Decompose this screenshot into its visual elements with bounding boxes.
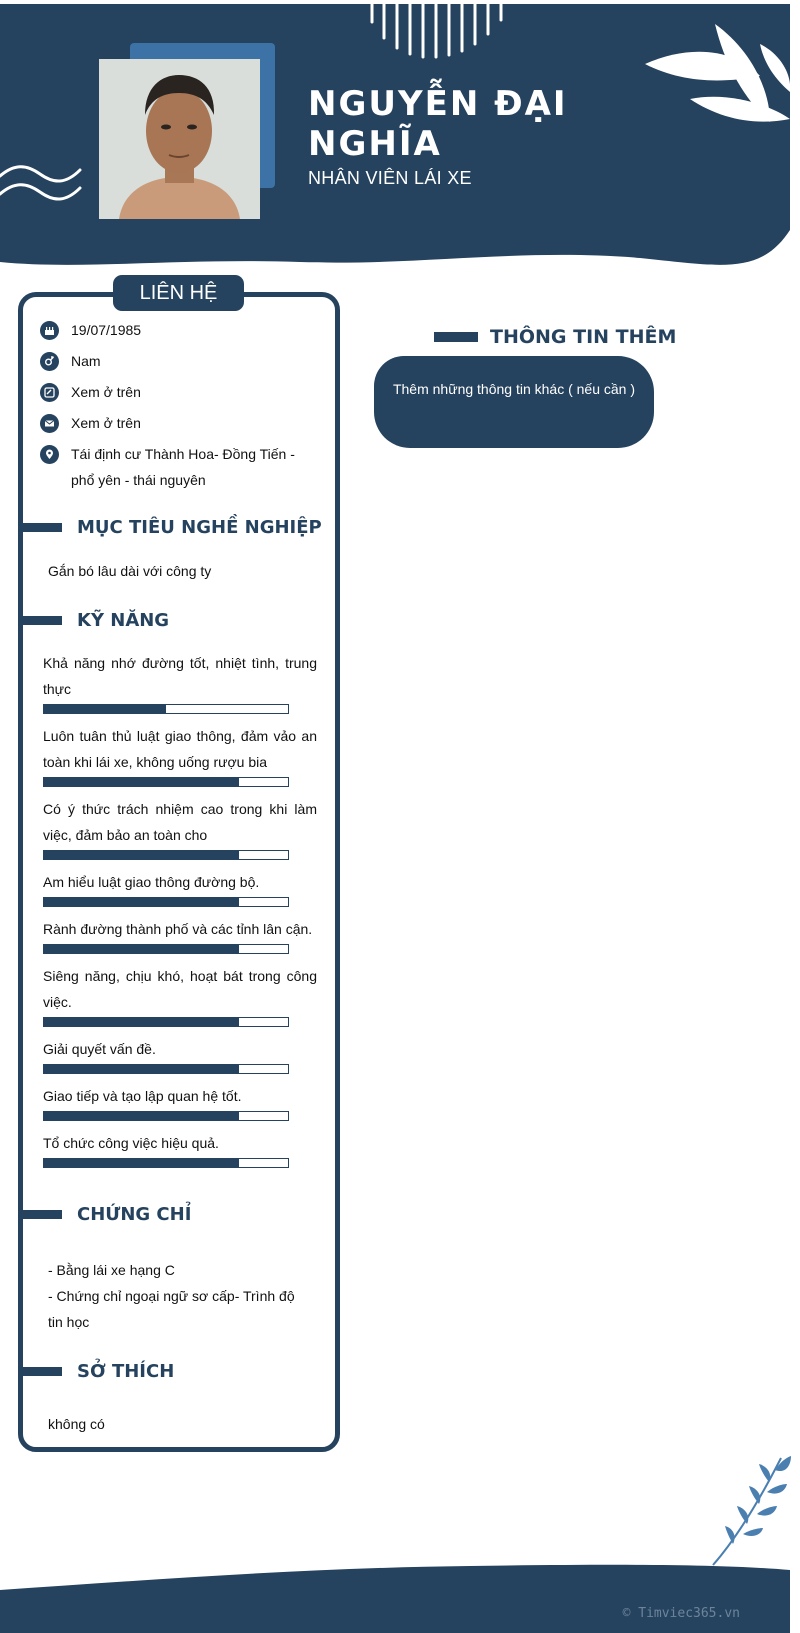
skill-item [43, 650, 317, 714]
skill-level-bar [43, 777, 289, 787]
skill-label: Siêng năng, chịu khó, hoạt bát trong công việc. [43, 968, 317, 1010]
skill-level-bar [43, 897, 289, 907]
skill-label: Giải quyết vấn đề. [43, 1041, 156, 1057]
skill-item [43, 916, 317, 954]
section-bar [434, 332, 478, 342]
location-icon [40, 445, 59, 464]
contact-text: Tái định cư Thành Hoa- Đồng Tiến - phổ yên - thái nguyên [71, 446, 295, 488]
section-heading: SỞ THÍCH [77, 1361, 175, 1382]
contact-text: 19/07/1985 [71, 322, 142, 338]
skill-label: Khả năng nhớ đường tốt, nhiệt tình, trung thực [43, 655, 317, 697]
contact-birthday [40, 321, 301, 343]
section-bar [20, 616, 62, 625]
section-heading: MỤC TIÊU NGHỀ NGHIỆP [77, 517, 322, 538]
skill-label: Có ý thức trách nhiệm cao trong khi làm việc, đảm bảo an toàn cho [43, 801, 317, 843]
certificates-section-title [20, 1204, 191, 1225]
email-icon [40, 414, 59, 433]
footer-band [0, 1560, 790, 1633]
skill-level-fill [44, 705, 166, 713]
contact-text: Xem ở trên [71, 384, 141, 400]
skill-level-fill [44, 1159, 239, 1167]
candidate-name: NGUYỄN ĐẠI NGHĨA [308, 84, 568, 164]
skill-level-fill [44, 1018, 239, 1026]
skill-level-bar [43, 704, 289, 714]
skill-level-fill [44, 898, 239, 906]
contact-text: Xem ở trên [71, 415, 141, 431]
skills-section-title [20, 610, 169, 631]
skill-label: Giao tiếp và tạo lập quan hệ tốt. [43, 1088, 242, 1104]
skill-item [43, 869, 317, 907]
skill-item [43, 963, 317, 1027]
skill-item [43, 723, 317, 787]
skill-level-bar [43, 1111, 289, 1121]
profile-photo [99, 59, 260, 219]
skill-level-bar [43, 1064, 289, 1074]
section-bar [20, 1367, 62, 1376]
section-bar [20, 1210, 62, 1219]
skill-label: Rành đường thành phố và các tỉnh lân cận. [43, 921, 313, 937]
job-title: NHÂN VIÊN LÁI XE [308, 168, 472, 188]
skill-level-fill [44, 778, 239, 786]
certificate-line: - Bằng lái xe hạng C [48, 1262, 175, 1278]
skill-level-fill [44, 1065, 239, 1073]
portrait-illustration [99, 59, 260, 219]
contact-email [40, 414, 301, 436]
skill-level-bar [43, 850, 289, 860]
contact-gender [40, 352, 301, 374]
copyright-text: © Timviec365.vn [622, 1606, 740, 1621]
section-heading: THÔNG TIN THÊM [490, 326, 677, 348]
skill-item [43, 1083, 317, 1121]
section-heading: CHỨNG CHỈ [77, 1204, 192, 1225]
section-heading: KỸ NĂNG [77, 610, 170, 631]
contact-heading: LIÊN HỆ [113, 275, 244, 311]
additional-info-box: Thêm những thông tin khác ( nếu cần ) [374, 356, 654, 448]
certificate-line: - Chứng chỉ ngoại ngữ sơ cấp- Trình độ tin học [48, 1288, 295, 1330]
skill-level-bar [43, 1158, 289, 1168]
hobbies-text: không có [48, 1416, 105, 1432]
skill-level-bar [43, 944, 289, 954]
contact-phone [40, 383, 301, 405]
skill-label: Am hiểu luật giao thông đường bộ. [43, 874, 260, 890]
objective-section-title [20, 517, 322, 538]
skill-item [43, 1130, 317, 1168]
skill-level-bar [43, 1017, 289, 1027]
leaf-decoration-icon [705, 1450, 795, 1570]
cake-icon [40, 321, 59, 340]
phone-icon [40, 383, 59, 402]
skill-label: Luôn tuân thủ luật giao thông, đảm vảo an toàn khi lái xe, không uống rượu bia [43, 728, 317, 770]
skill-level-fill [44, 945, 239, 953]
objective-text: Gắn bó lâu dài với công ty [48, 563, 212, 579]
additional-info-section-title [434, 326, 676, 348]
hobbies-section-title [20, 1361, 174, 1382]
gender-icon [40, 352, 59, 371]
skill-label: Tổ chức công việc hiệu quả. [43, 1135, 219, 1151]
contact-address [40, 445, 301, 493]
contact-text: Nam [71, 353, 101, 369]
skill-item [43, 1036, 317, 1074]
skill-level-fill [44, 851, 239, 859]
skill-item [43, 796, 317, 860]
section-bar [20, 523, 62, 532]
skill-level-fill [44, 1112, 239, 1120]
certificates-list [48, 1257, 298, 1335]
